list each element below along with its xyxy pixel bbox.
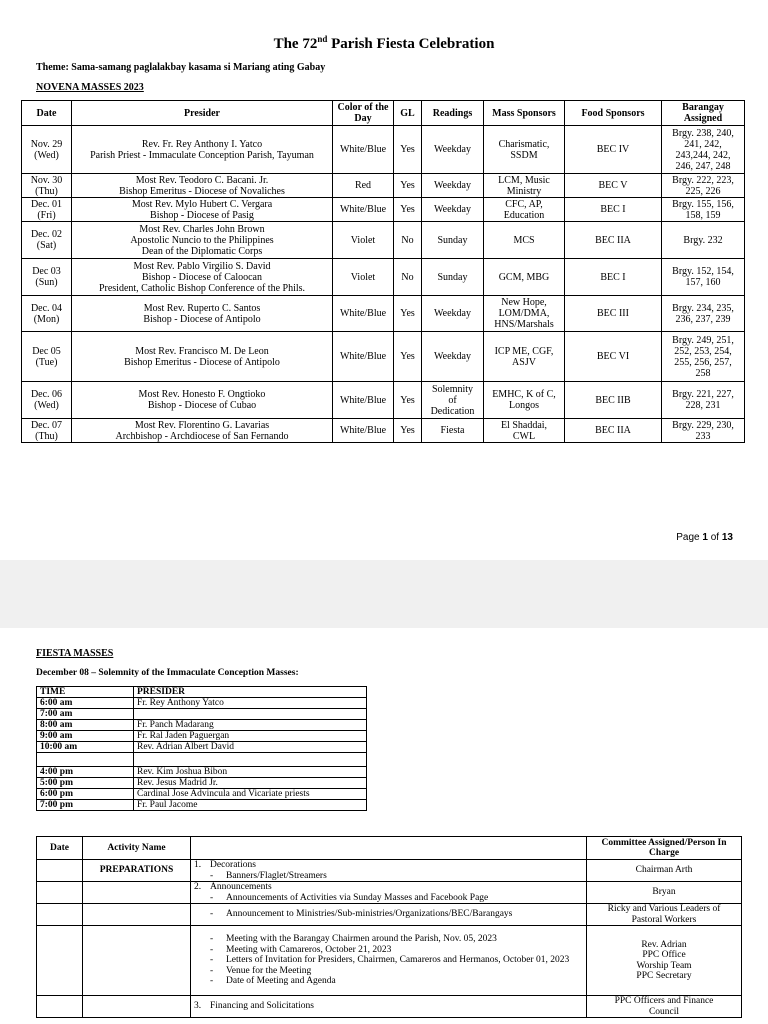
mass-presider <box>134 709 367 720</box>
color-cell: Violet <box>333 222 394 259</box>
mass-presider <box>134 753 367 767</box>
mass-presider: Fr. Paul Jacome <box>134 800 367 811</box>
fiesta-masses-table <box>36 686 367 811</box>
theme-line: Theme: Sama-samang paglalakbay kasama si Mariang ating Gabay <box>36 62 326 73</box>
person-in-charge: Chairman Arth <box>587 860 742 882</box>
person-in-charge: Bryan <box>587 882 742 904</box>
gl-cell: Yes <box>394 332 422 382</box>
mass-time: 7:00 am <box>37 709 134 720</box>
date-cell: Dec. 06 (Wed) <box>22 382 72 419</box>
december-08-label: December 08 – Solemnity of the Immaculate Conception Masses: <box>36 668 299 678</box>
gl-cell: No <box>394 222 422 259</box>
mass-time: 8:00 am <box>37 720 134 731</box>
person-in-charge: PPC Officers and Finance Council <box>587 996 742 1018</box>
fiesta-mass-row <box>37 698 367 709</box>
activity-header-row <box>37 837 742 860</box>
mass-time: 4:00 pm <box>37 767 134 778</box>
food-sponsors-cell: BEC I <box>565 198 662 222</box>
readings-cell: Weekday <box>422 174 484 198</box>
barangay-cell: Brgy. 155, 156, 158, 159 <box>662 198 745 222</box>
novena-row <box>22 332 745 382</box>
gl-cell: Yes <box>394 419 422 443</box>
activity-table <box>36 836 742 1018</box>
date-cell: Dec. 04 (Mon) <box>22 296 72 332</box>
mass-presider: Cardinal Jose Advincula and Vicariate priests <box>134 789 367 800</box>
barangay-cell: Brgy. 222, 223, 225, 226 <box>662 174 745 198</box>
mass-sponsors-cell: ICP ME, CGF, ASJV <box>484 332 565 382</box>
food-sponsors-cell: BEC IIA <box>565 419 662 443</box>
header-blank <box>191 837 587 860</box>
color-cell: White/Blue <box>333 126 394 174</box>
fiesta-mass-row <box>37 778 367 789</box>
barangay-cell: Brgy. 229, 230, 233 <box>662 419 745 443</box>
barangay-cell: Brgy. 221, 227, 228, 231 <box>662 382 745 419</box>
header-date: Date <box>22 101 72 126</box>
readings-cell: Sunday <box>422 222 484 259</box>
activity-row <box>37 860 742 882</box>
date-cell: Dec. 02 (Sat) <box>22 222 72 259</box>
readings-cell: Weekday <box>422 296 484 332</box>
mass-presider: Fr. Rey Anthony Yatco <box>134 698 367 709</box>
preparations-label: PREPARATIONS <box>83 860 191 882</box>
mass-time: 7:00 pm <box>37 800 134 811</box>
color-cell: White/Blue <box>333 382 394 419</box>
page-number: Page 1 of 13 <box>676 532 733 543</box>
readings-cell: Weekday <box>422 332 484 382</box>
fiesta-mass-row <box>37 720 367 731</box>
mass-presider: Rev. Jesus Madrid Jr. <box>134 778 367 789</box>
food-sponsors-cell: BEC IIB <box>565 382 662 419</box>
page-title: The 72nd Parish Fiesta Celebration <box>273 34 495 52</box>
mass-sponsors-cell: El Shaddai, CWL <box>484 419 565 443</box>
presider-cell: Most Rev. Honesto F. Ongtioko Bishop - Diocese of Cubao <box>72 382 333 419</box>
presider-cell: Rev. Fr. Rey Anthony I. Yatco Parish Priest - Immaculate Conception Parish, Tayuman <box>72 126 333 174</box>
header-readings: Readings <box>422 101 484 126</box>
novena-row <box>22 259 745 296</box>
activity-row <box>37 904 742 926</box>
barangay-cell: Brgy. 152, 154, 157, 160 <box>662 259 745 296</box>
novena-row <box>22 126 745 174</box>
presider-cell: Most Rev. Mylo Hubert C. Vergara Bishop - Diocese of Pasig <box>72 198 333 222</box>
date-cell: Dec. 07 (Thu) <box>22 419 72 443</box>
readings-cell: Sunday <box>422 259 484 296</box>
mass-sponsors-cell: GCM, MBG <box>484 259 565 296</box>
activity-row <box>37 882 742 904</box>
date-cell: Dec 05 (Tue) <box>22 332 72 382</box>
gl-cell: Yes <box>394 382 422 419</box>
date-cell: Dec 03 (Sun) <box>22 259 72 296</box>
mass-presider: Fr. Panch Madarang <box>134 720 367 731</box>
color-cell: White/Blue <box>333 296 394 332</box>
gl-cell: Yes <box>394 198 422 222</box>
fiesta-mass-row <box>37 742 367 753</box>
gl-cell: Yes <box>394 174 422 198</box>
activity-row <box>37 996 742 1018</box>
mass-time <box>37 753 134 767</box>
food-sponsors-cell: BEC I <box>565 259 662 296</box>
gl-cell: Yes <box>394 126 422 174</box>
date-cell: Nov. 29 (Wed) <box>22 126 72 174</box>
food-sponsors-cell: BEC IV <box>565 126 662 174</box>
food-sponsors-cell: BEC V <box>565 174 662 198</box>
mass-sponsors-cell: New Hope, LOM/DMA, HNS/Marshals <box>484 296 565 332</box>
barangay-cell: Brgy. 238, 240, 241, 242, 243,244, 242, 246, 247, 248 <box>662 126 745 174</box>
date-cell: Nov. 30 (Thu) <box>22 174 72 198</box>
mass-time: 5:00 pm <box>37 778 134 789</box>
novena-masses-table <box>21 100 745 443</box>
mass-sponsors-cell: Charismatic, SSDM <box>484 126 565 174</box>
header-presider: Presider <box>72 101 333 126</box>
novena-masses-label: NOVENA MASSES 2023 <box>36 82 144 93</box>
novena-row <box>22 198 745 222</box>
header-presider: PRESIDER <box>134 687 367 698</box>
activity-cell: 1. Decorations - Banners/Flaglet/Streamers <box>191 860 587 882</box>
activity-cell: - Meeting with the Barangay Chairmen around the Parish, Nov. 05, 2023 - Meeting with Camareros, October 21, 2023 - Letters of Invitation for Presiders, Chairmen, Camareros and Hermanos, October 01, 2023 - Venue for the Meeting - Date of Meeting and Agenda <box>191 926 587 996</box>
fiesta-mass-row <box>37 753 367 767</box>
header-gl: GL <box>394 101 422 126</box>
presider-cell: Most Rev. Francisco M. De Leon Bishop Emeritus - Diocese of Antipolo <box>72 332 333 382</box>
mass-time: 6:00 am <box>37 698 134 709</box>
fiesta-mass-row <box>37 800 367 811</box>
novena-header-row <box>22 101 745 126</box>
fiesta-header-row <box>37 687 367 698</box>
presider-cell: Most Rev. Pablo Virgilio S. David Bishop - Diocese of Caloocan President, Catholic Bishop Conference of the Phils. <box>72 259 333 296</box>
novena-row <box>22 174 745 198</box>
presider-cell: Most Rev. Florentino G. Lavarias Archbishop - Archdiocese of San Fernando <box>72 419 333 443</box>
barangay-cell: Brgy. 232 <box>662 222 745 259</box>
header-color: Color of the Day <box>333 101 394 126</box>
novena-row <box>22 296 745 332</box>
header-mass-sponsors: Mass Sponsors <box>484 101 565 126</box>
barangay-cell: Brgy. 234, 235, 236, 237, 239 <box>662 296 745 332</box>
header-date: Date <box>37 837 83 860</box>
person-in-charge: Ricky and Various Leaders of Pastoral Workers <box>587 904 742 926</box>
mass-presider: Fr. Ral Jaden Paguergan <box>134 731 367 742</box>
color-cell: White/Blue <box>333 419 394 443</box>
header-committee: Committee Assigned/Person In Charge <box>587 837 742 860</box>
readings-cell: Weekday <box>422 126 484 174</box>
date-cell: Dec. 01 (Fri) <box>22 198 72 222</box>
mass-sponsors-cell: EMHC, K of C, Longos <box>484 382 565 419</box>
activity-row <box>37 926 742 996</box>
header-barangay: Barangay Assigned <box>662 101 745 126</box>
readings-cell: Fiesta <box>422 419 484 443</box>
page-gap <box>0 560 768 628</box>
gl-cell: No <box>394 259 422 296</box>
fiesta-masses-label: FIESTA MASSES <box>36 648 114 659</box>
food-sponsors-cell: BEC IIA <box>565 222 662 259</box>
document-page-2 <box>0 628 768 1024</box>
fiesta-mass-row <box>37 731 367 742</box>
header-activity-name: Activity Name <box>83 837 191 860</box>
header-time: TIME <box>37 687 134 698</box>
activity-cell: 3. Financing and Solicitations <box>191 996 587 1018</box>
fiesta-mass-row <box>37 767 367 778</box>
food-sponsors-cell: BEC III <box>565 296 662 332</box>
mass-time: 6:00 pm <box>37 789 134 800</box>
mass-time: 9:00 am <box>37 731 134 742</box>
color-cell: Violet <box>333 259 394 296</box>
food-sponsors-cell: BEC VI <box>565 332 662 382</box>
mass-presider: Rev. Kim Joshua Bibon <box>134 767 367 778</box>
mass-sponsors-cell: CFC, AP, Education <box>484 198 565 222</box>
readings-cell: Solemnity of Dedication <box>422 382 484 419</box>
color-cell: White/Blue <box>333 198 394 222</box>
person-in-charge: Rev. Adrian PPC Office Worship Team PPC Secretary <box>587 926 742 996</box>
presider-cell: Most Rev. Teodoro C. Bacani. Jr. Bishop Emeritus - Diocese of Novaliches <box>72 174 333 198</box>
gl-cell: Yes <box>394 296 422 332</box>
presider-cell: Most Rev. Charles John Brown Apostolic Nuncio to the Philippines Dean of the Diplomatic Corps <box>72 222 333 259</box>
fiesta-mass-row <box>37 789 367 800</box>
fiesta-mass-row <box>37 709 367 720</box>
activity-cell: 2. Announcements - Announcements of Activities via Sunday Masses and Facebook Page <box>191 882 587 904</box>
novena-row <box>22 222 745 259</box>
mass-time: 10:00 am <box>37 742 134 753</box>
color-cell: Red <box>333 174 394 198</box>
readings-cell: Weekday <box>422 198 484 222</box>
mass-sponsors-cell: MCS <box>484 222 565 259</box>
barangay-cell: Brgy. 249, 251, 252, 253, 254, 255, 256, 257, 258 <box>662 332 745 382</box>
color-cell: White/Blue <box>333 332 394 382</box>
novena-row <box>22 419 745 443</box>
mass-sponsors-cell: LCM, Music Ministry <box>484 174 565 198</box>
presider-cell: Most Rev. Ruperto C. Santos Bishop - Diocese of Antipolo <box>72 296 333 332</box>
novena-row <box>22 382 745 419</box>
activity-cell: - Announcement to Ministries/Sub-ministries/Organizations/BEC/Barangays <box>191 904 587 926</box>
mass-presider: Rev. Adrian Albert David <box>134 742 367 753</box>
header-food-sponsors: Food Sponsors <box>565 101 662 126</box>
